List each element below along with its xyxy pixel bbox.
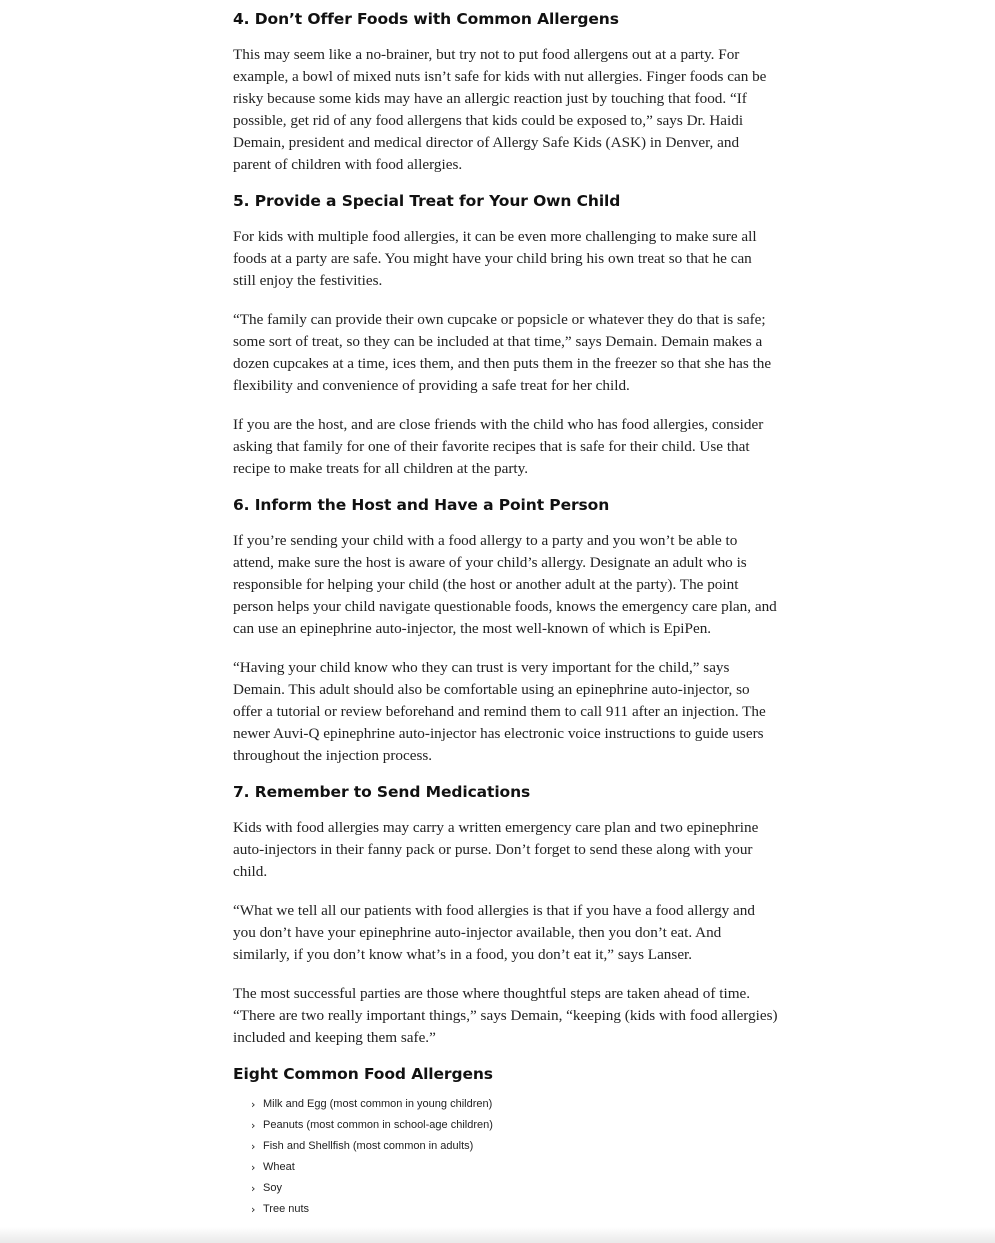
section-allergens-at-party [233,8,778,176]
section-common-allergens [233,1063,778,1220]
section-point-person [233,494,778,767]
paragraph: For kids with multiple food allergies, it can be even more challenging to make sure all foods at a party are safe. You might have your child bring his own treat so that he can still enjoy the festivities. [233,228,757,289]
section-heading: 6. Inform the Host and Have a Point Person [233,496,610,514]
paragraph: “Having your child know who they can trust is very important for the child,” says Demain. This adult should also be comfortable using an epinephrine auto-injector, so offer a tutorial or review beforehand and remind them to call 911 after an injection. The newer Auvi-Q epinephrine auto-injector has electronic voice instructions to guide users throughout the injection process. [233,659,766,764]
article-body [233,8,778,1220]
chevron-right-icon: › [251,1098,256,1111]
paragraph: If you’re sending your child with a food allergy to a party and you won’t be able to attend, make sure the host is aware of your child’s allergy. Designate an adult who is responsible for helping your child (the host or another adult at the party). The point person helps your child navigate questionable foods, knows the emergency care plan, and can use an epinephrine auto-injector, the most well-known of which is EpiPen. [233,532,777,637]
chevron-right-icon: › [251,1161,256,1174]
list-item-label: Tree nuts [263,1203,310,1215]
list-item-label: Peanuts (most common in school-age children) [263,1119,493,1131]
section-heading: 7. Remember to Send Medications [233,783,531,801]
paragraph: The most successful parties are those where thoughtful steps are taken ahead of time. “There are two really important things,” says Demain, “keeping (kids with food allergies) included and keeping them safe.” [233,985,778,1046]
list-item [251,1136,778,1157]
list-item [251,1115,778,1136]
section-heading: 4. Don’t Offer Foods with Common Allergens [233,10,619,28]
paragraph: If you are the host, and are close friends with the child who has food allergies, consider asking that family for one of their favorite recipes that is safe for their child. Use that recipe to make treats for all children at the party. [233,416,764,477]
paragraph: Kids with food allergies may carry a written emergency care plan and two epinephrine auto-injectors in their fanny pack or purse. Don’t forget to send these along with your child. [233,819,759,880]
section-heading: 5. Provide a Special Treat for Your Own Child [233,192,621,210]
allergen-list [233,1094,778,1220]
list-item [251,1199,778,1220]
list-item-label: Milk and Egg (most common in young children) [263,1098,493,1110]
paragraph: “What we tell all our patients with food allergies is that if you have a food allergy and you don’t have your epinephrine auto-injector available, then you don’t eat. And similarly, if you don’t know what’s in a food, you don’t eat it,” says Lanser. [233,902,755,963]
list-item [251,1157,778,1178]
chevron-right-icon: › [251,1140,256,1153]
list-item-label: Soy [263,1182,282,1194]
list-item-label: Fish and Shellfish (most common in adults) [263,1140,474,1152]
list-item [251,1178,778,1199]
chevron-right-icon: › [251,1203,256,1216]
section-medications [233,781,778,1049]
list-item [251,1094,778,1115]
list-item-label: Wheat [263,1161,295,1173]
paragraph: This may seem like a no-brainer, but try not to put food allergens out at a party. For example, a bowl of mixed nuts isn’t safe for kids with nut allergies. Finger foods can be risky because some kids may have an allergic reaction just by touching that food. “If possible, get rid of any food allergens that kids could be exposed to,” says Dr. Haidi Demain, president and medical director of Allergy Safe Kids (ASK) in Denver, and parent of children with food allergies. [233,46,767,173]
paragraph: “The family can provide their own cupcake or popsicle or whatever they do that is safe; some sort of treat, so they can be included at that time,” says Demain. Demain makes a dozen cupcakes at a time, ices them, and then puts them in the freezer so that she has the flexibility and convenience of providing a safe treat for her child. [233,311,772,394]
chevron-right-icon: › [251,1119,256,1132]
allergen-list-heading: Eight Common Food Allergens [233,1065,493,1083]
page-bottom-shadow [0,1227,995,1243]
chevron-right-icon: › [251,1182,256,1195]
section-special-treat [233,190,778,480]
